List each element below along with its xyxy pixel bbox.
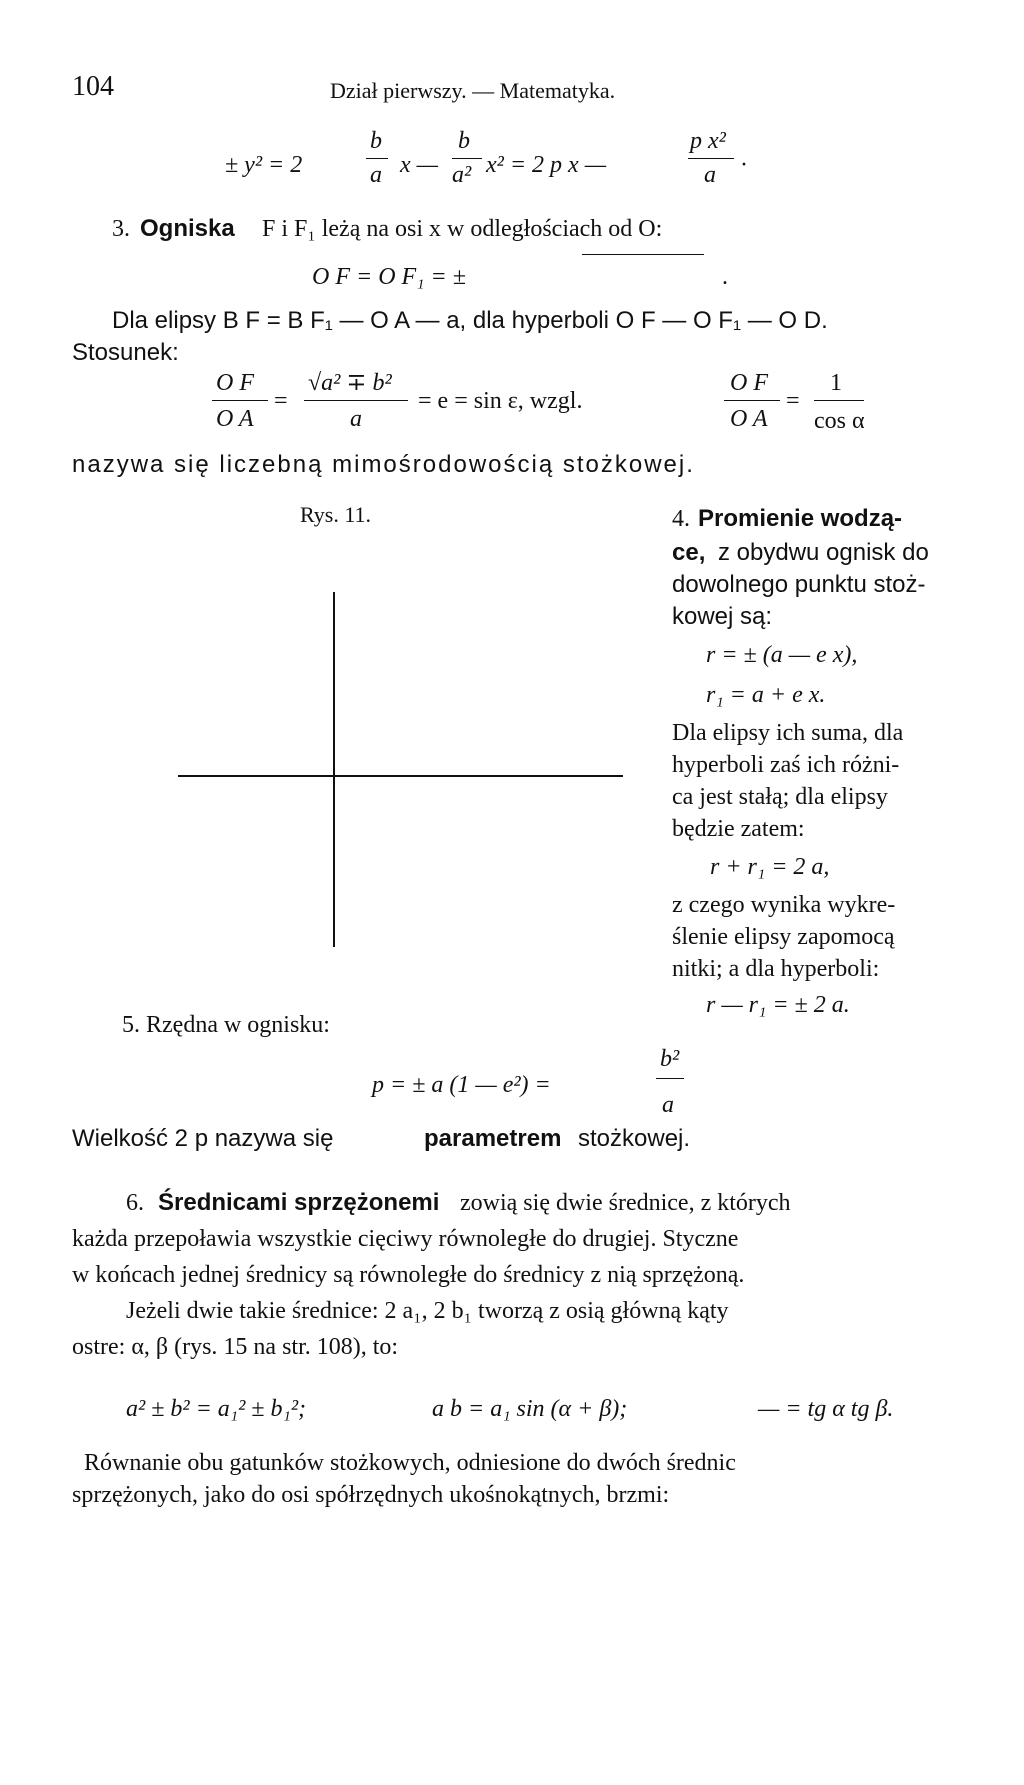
section-4-number: 4. — [672, 506, 690, 532]
section-6-title: Średnicami sprzężonemi — [158, 1189, 440, 1216]
horizontal-axis — [178, 775, 623, 777]
section-3-number: 3. — [112, 216, 130, 242]
section-6-number: 6. — [126, 1190, 144, 1216]
page-number: 104 — [72, 71, 114, 102]
section-3-text: F i F₁ leżą na osi x w odległościach od O: — [262, 216, 663, 242]
nazywa-line: nazywa się liczebną mimośrodowością stożkowej. — [72, 451, 695, 478]
r1-equation: r₁ = a + e x. — [706, 682, 826, 708]
stosunek-label: Stosunek: — [72, 339, 179, 366]
sum-equation: r + r₁ = 2 a, — [710, 854, 830, 880]
p-equation: p = ± a (1 — e²) = — [372, 1072, 551, 1098]
equation-6c: — = tg α tg β. — [758, 1396, 894, 1422]
running-title: Dział pierwszy. — Matematyka. — [330, 78, 616, 103]
equation-6b: a b = a₁ sin (α + β); — [432, 1396, 628, 1422]
vertical-axis — [333, 592, 335, 947]
equation-6a: a² ± b² = a₁² ± b₁²; — [126, 1396, 306, 1422]
ellipse-line: Dla elipsy B F = B F₁ — O A — a, dla hyperboli O F — O F₁ — O D. — [112, 307, 828, 334]
of-equation: O F = O F₁ = ± — [312, 264, 466, 290]
r-equation: r = ± (a — e x), — [706, 642, 858, 668]
section-5: 5. Rzędna w ognisku: — [122, 1012, 330, 1038]
section-4-title: Promienie wodzą- — [698, 505, 903, 532]
section-3-title: Ogniska — [140, 215, 235, 242]
figure-caption: Rys. 11. — [300, 502, 372, 527]
difference-equation: r — r₁ = ± 2 a. — [706, 992, 850, 1018]
